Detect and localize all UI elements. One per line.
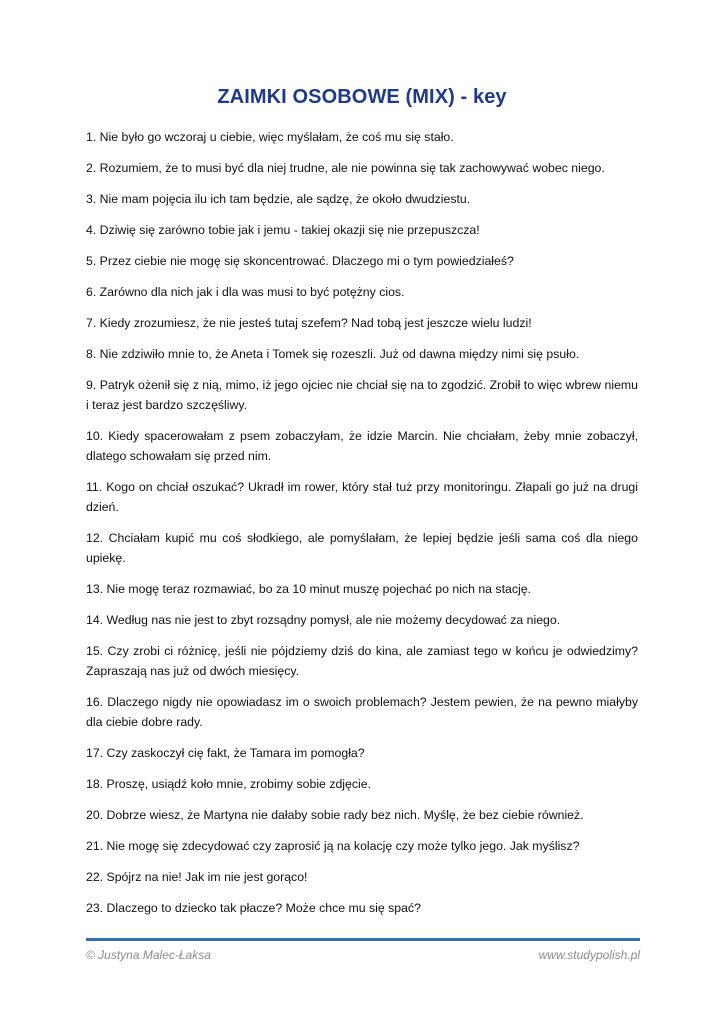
list-item: 9. Patryk ożenił się z nią, mimo, iż jego ojciec nie chciał się na to zgodzić. Zrobił to więc wbrew niemu i teraz jest bardzo szczęśliwy. bbox=[86, 378, 638, 412]
list-item: 22. Spójrz na nie! Jak im nie jest gorąco! bbox=[86, 870, 308, 884]
list-item: 18. Proszę, usiądź koło mnie, zrobimy sobie zdjęcie. bbox=[86, 777, 372, 791]
list-item: 12. Chciałam kupić mu coś słodkiego, ale pomyślałam, że lepiej będzie jeśli sama coś dla niego upiekę. bbox=[86, 531, 638, 565]
list-item: 1. Nie było go wczoraj u ciebie, więc myślałam, że coś mu się stało. bbox=[86, 130, 454, 144]
list-item: 14. Według nas nie jest to zbyt rozsądny pomysł, ale nie możemy decydować za niego. bbox=[86, 613, 561, 627]
list-item: 13. Nie mogę teraz rozmawiać, bo za 10 minut muszę pojechać po nich na stację. bbox=[86, 582, 531, 596]
list-item: 20. Dobrze wiesz, że Martyna nie dałaby sobie rady bez nich. Myślę, że bez ciebie również. bbox=[86, 808, 584, 822]
list-item: 11. Kogo on chciał oszukać? Ukradł im rower, który stał tuż przy monitoringu. Złapali go już na drugi dzień. bbox=[86, 480, 638, 514]
list-item: 16. Dlaczego nigdy nie opowiadasz im o swoich problemach? Jestem pewien, że na pewno miałyby dla ciebie dobre rady. bbox=[86, 695, 638, 729]
page-title: ZAIMKI OSOBOWE (MIX) - key bbox=[217, 86, 507, 108]
list-item: 5. Przez ciebie nie mogę się skoncentrować. Dlaczego mi o tym powiedziałeś? bbox=[86, 254, 514, 268]
exercise-list bbox=[86, 127, 638, 929]
list-item: 10. Kiedy spacerowałam z psem zobaczyłam, że idzie Marcin. Nie chciałam, żeby mnie zobaczył, dlatego schowałam się przed nim. bbox=[86, 429, 638, 463]
footer-website: www.studypolish.pl bbox=[538, 948, 640, 962]
list-item: 6. Zarówno dla nich jak i dla was musi to być potężny cios. bbox=[86, 285, 405, 299]
footer-divider bbox=[86, 938, 640, 941]
footer-copyright: © Justyna Malec-Łaksa bbox=[86, 948, 211, 962]
list-item: 15. Czy zrobi ci różnicę, jeśli nie pójdziemy dziś do kina, ale zamiast tego w końcu je odwiedzimy? Zapraszają nas już od dwóch miesięcy. bbox=[86, 644, 638, 678]
list-item: 7. Kiedy zrozumiesz, że nie jesteś tutaj szefem? Nad tobą jest jeszcze wielu ludzi! bbox=[86, 316, 532, 330]
list-item: 4. Dziwię się zarówno tobie jak i jemu - takiej okazji się nie przepuszcza! bbox=[86, 223, 480, 237]
list-item: 21. Nie mogę się zdecydować czy zaprosić ją na kolację czy może tylko jego. Jak myślisz? bbox=[86, 839, 580, 853]
list-item: 17. Czy zaskoczył cię fakt, że Tamara im pomogła? bbox=[86, 746, 365, 760]
list-item: 8. Nie zdziwiło mnie to, że Aneta i Tomek się rozeszli. Już od dawna między nimi się psuło. bbox=[86, 347, 580, 361]
list-item: 23. Dlaczego to dziecko tak płacze? Może chce mu się spać? bbox=[86, 901, 421, 915]
list-item: 3. Nie mam pojęcia ilu ich tam będzie, ale sądzę, że około dwudziestu. bbox=[86, 192, 471, 206]
list-item: 2. Rozumiem, że to musi być dla niej trudne, ale nie powinna się tak zachowywać wobec niego. bbox=[86, 161, 605, 175]
